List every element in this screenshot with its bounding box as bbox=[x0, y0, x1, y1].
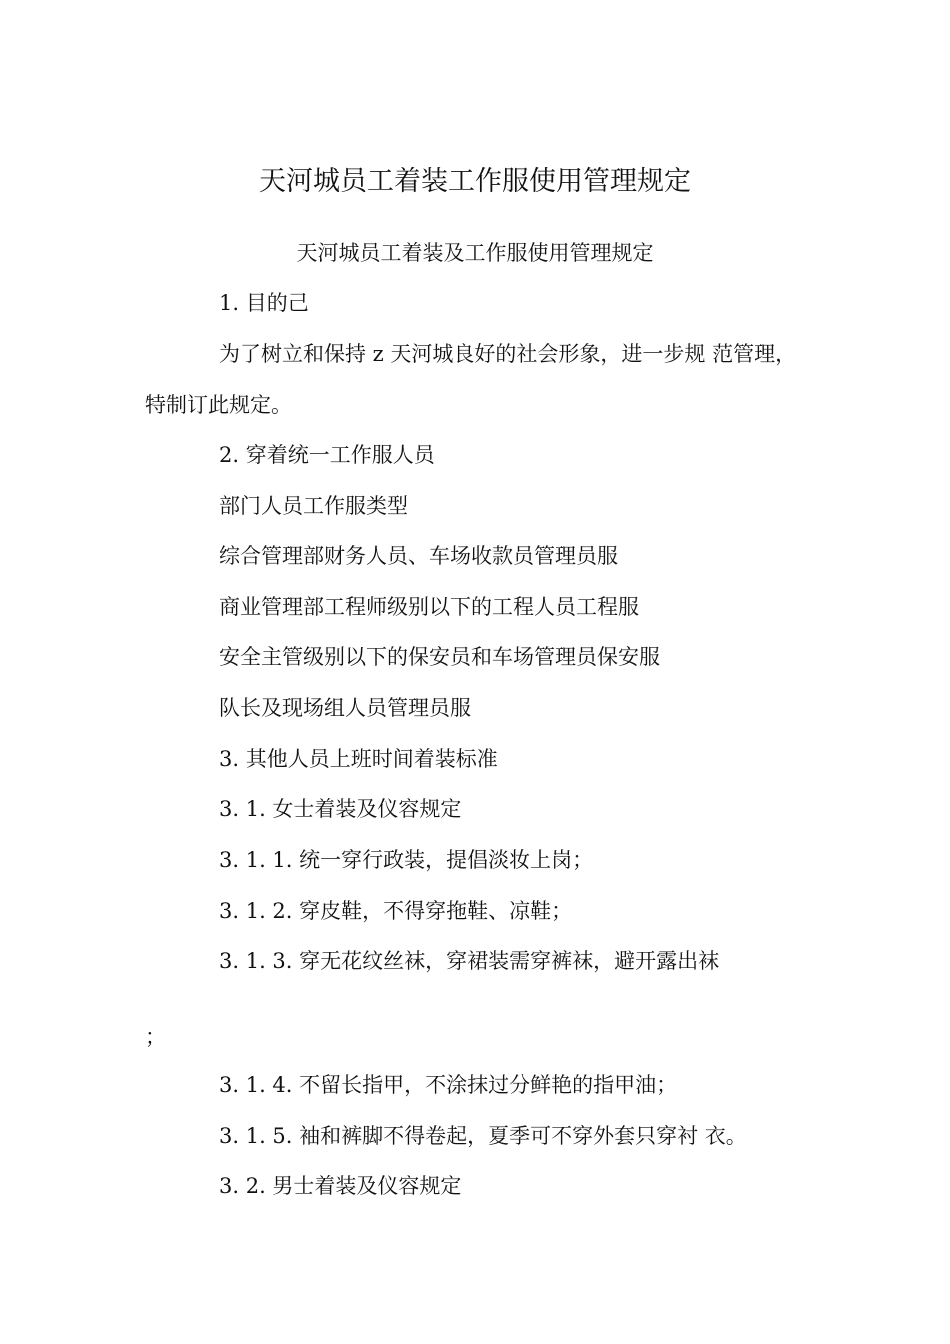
list-item: 3. 1. 5. 袖和裤脚不得卷起，夏季可不穿外套只穿衬 衣。 bbox=[219, 1124, 747, 1148]
document-title: 天河城员工着装工作服使用管理规定 bbox=[259, 166, 691, 197]
paragraph-line: 特制订此规定。 bbox=[145, 393, 292, 417]
section-heading-purpose: 1. 目的己 bbox=[219, 291, 309, 315]
punctuation-line: ； bbox=[145, 1025, 166, 1049]
list-item: 3. 1. 3. 穿无花纹丝袜，穿裙装需穿裤袜，避开露出袜 bbox=[219, 949, 720, 973]
document-subtitle: 天河城员工着装及工作服使用管理规定 bbox=[296, 241, 654, 265]
section-heading-dress-standard: 3. 其他人员上班时间着装标准 bbox=[219, 747, 498, 771]
list-item: 部门人员工作服类型 bbox=[219, 494, 408, 518]
list-item: 队长及现场组人员管理员服 bbox=[219, 696, 471, 720]
subsection-heading-men: 3. 2. 男士着装及仪容规定 bbox=[219, 1174, 462, 1198]
list-item: 安全主管级别以下的保安员和车场管理员保安服 bbox=[219, 645, 660, 669]
list-item: 综合管理部财务人员、车场收款员管理员服 bbox=[219, 544, 618, 568]
list-item: 3. 1. 4. 不留长指甲，不涂抹过分鲜艳的指甲油； bbox=[219, 1073, 678, 1097]
subsection-heading-women: 3. 1. 女士着装及仪容规定 bbox=[219, 797, 462, 821]
list-item: 3. 1. 1. 统一穿行政装，提倡淡妆上岗； bbox=[219, 848, 594, 872]
list-item: 商业管理部工程师级别以下的工程人员工程服 bbox=[219, 595, 639, 619]
section-heading-uniform-staff: 2. 穿着统一工作服人员 bbox=[219, 443, 435, 467]
paragraph-line: 为了树立和保持 z 天河城良好的社会形象，进一步规 范管理， bbox=[219, 342, 797, 366]
list-item: 3. 1. 2. 穿皮鞋，不得穿拖鞋、凉鞋； bbox=[219, 899, 573, 923]
